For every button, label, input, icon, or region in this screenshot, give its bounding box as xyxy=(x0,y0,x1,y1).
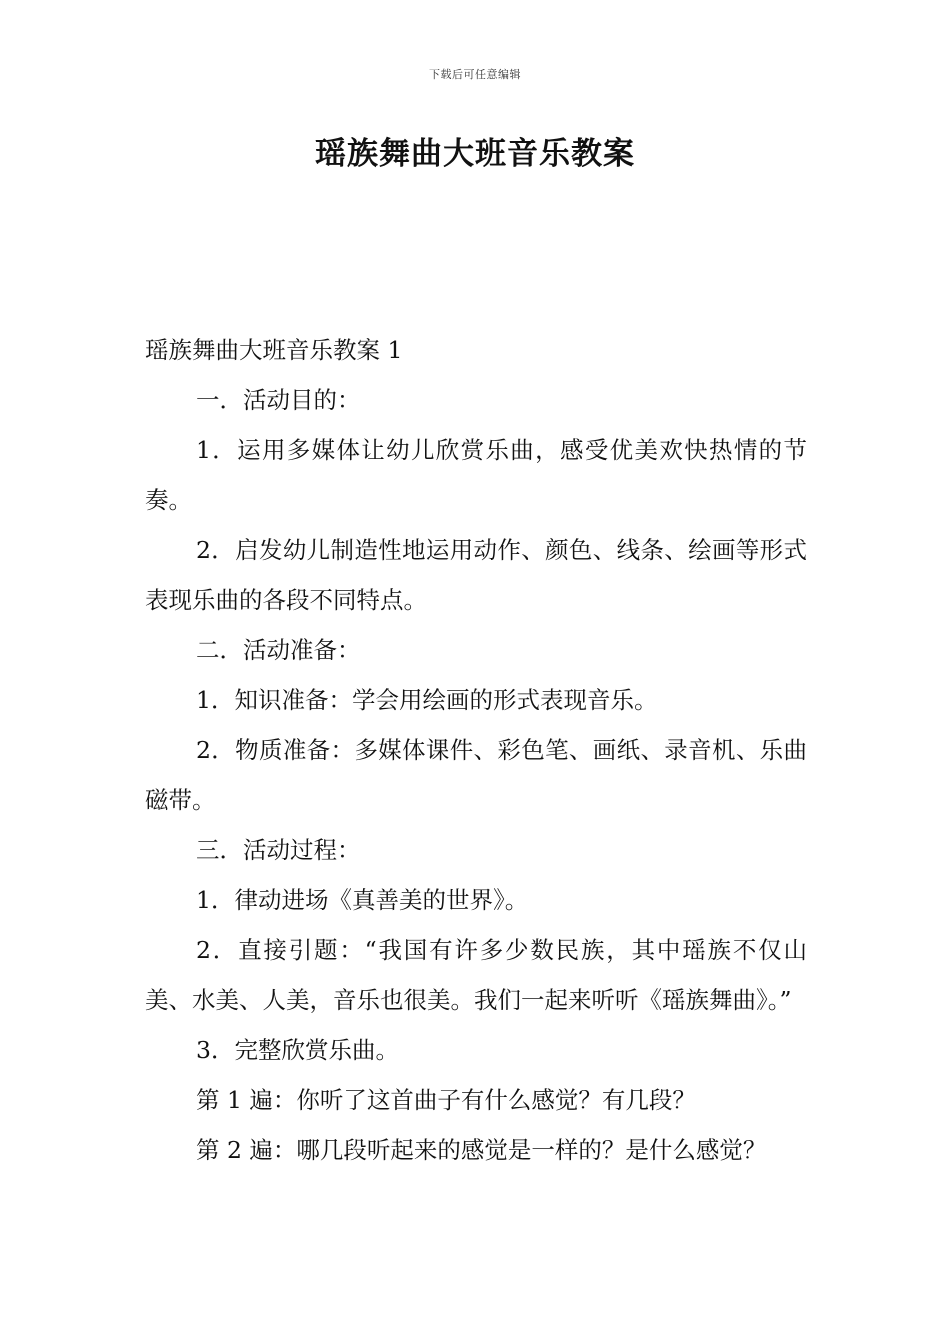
paragraph: 2．物质准备：多媒体课件、彩色笔、画纸、录音机、乐曲磁带。 xyxy=(145,736,807,814)
paragraph: 一．活动目的： xyxy=(196,386,361,414)
paragraph: 1．知识准备：学会用绘画的形式表现音乐。 xyxy=(196,686,658,714)
paragraph: 三．活动过程： xyxy=(196,836,361,864)
header-note: 下载后可任意编辑 xyxy=(429,68,521,81)
document-title: 瑶族舞曲大班音乐教案 xyxy=(315,136,635,172)
section-heading: 瑶族舞曲大班音乐教案 1 xyxy=(145,336,403,364)
paragraph: 第 1 遍：你听了这首曲子有什么感觉？有几段？ xyxy=(196,1086,696,1114)
document-body xyxy=(145,325,807,1175)
paragraph: 2．直接引题：“我国有许多少数民族，其中瑶族不仅山美、水美、人美，音乐也很美。我们一起来听听《瑶族舞曲》。” xyxy=(145,936,807,1014)
paragraph: 2．启发幼儿制造性地运用动作、颜色、线条、绘画等形式表现乐曲的各段不同特点。 xyxy=(145,536,807,614)
paragraph: 3．完整欣赏乐曲。 xyxy=(196,1036,399,1064)
paragraph: 第 2 遍：哪几段听起来的感觉是一样的？是什么感觉？ xyxy=(196,1136,767,1164)
paragraph: 二．活动准备： xyxy=(196,636,361,664)
paragraph: 1．律动进场《真善美的世界》。 xyxy=(196,886,529,914)
paragraph: 1．运用多媒体让幼儿欣赏乐曲，感受优美欢快热情的节奏。 xyxy=(145,436,807,514)
